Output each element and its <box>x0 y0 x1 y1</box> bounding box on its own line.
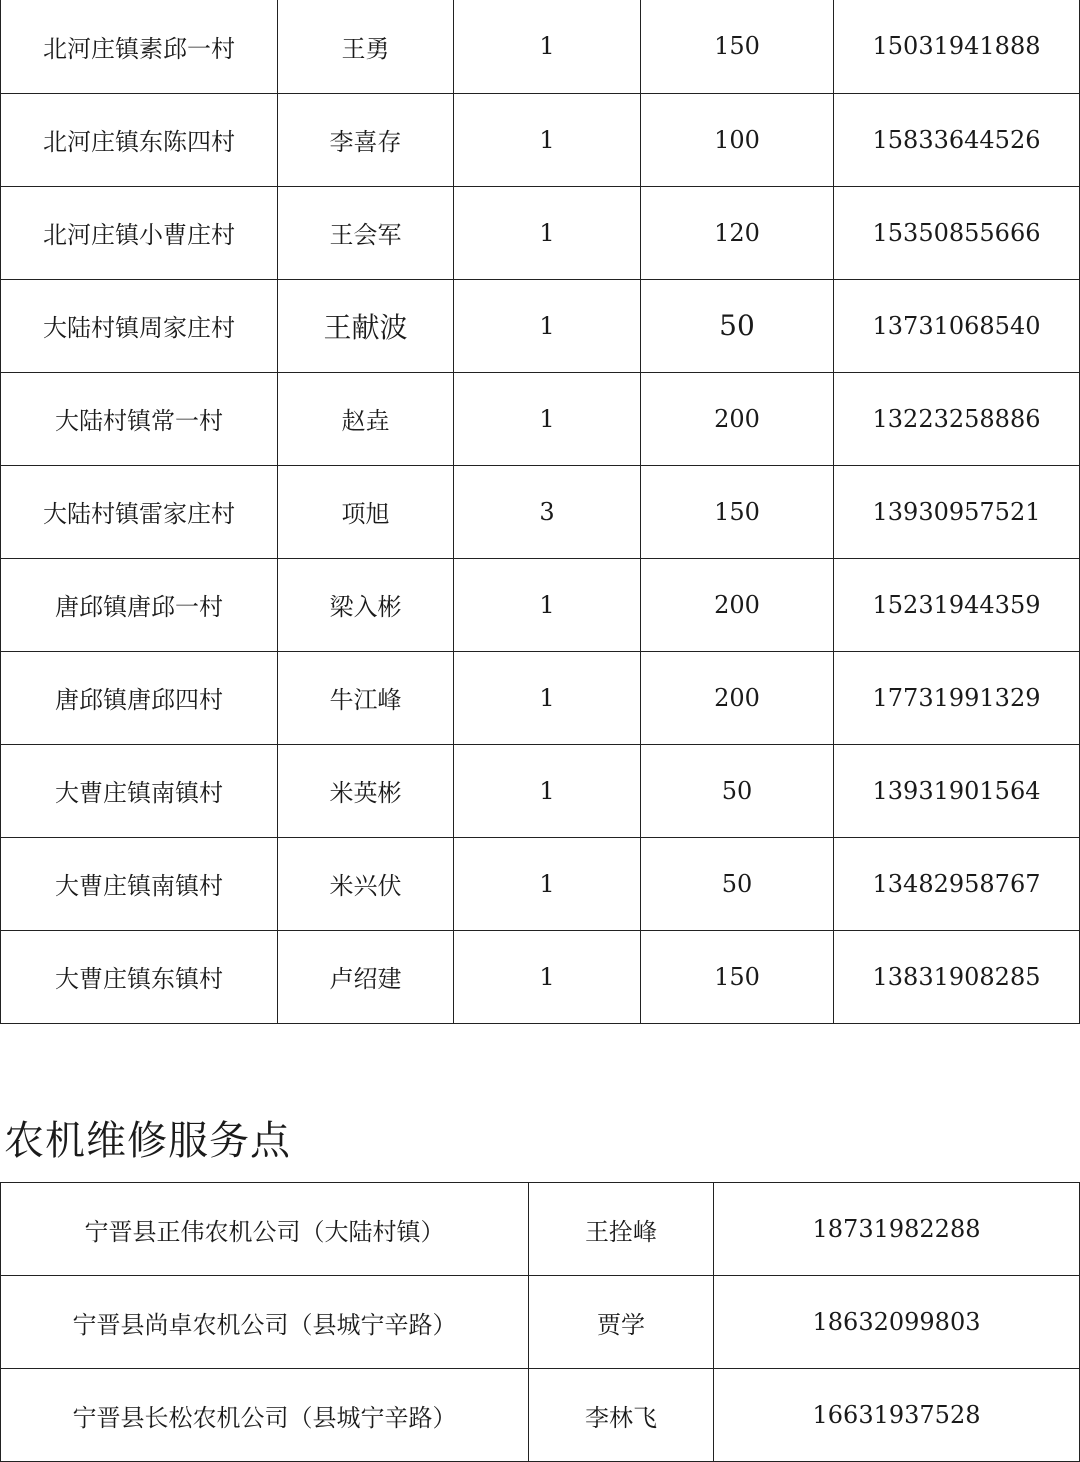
phone-cell: 18632099803 <box>714 1276 1080 1369</box>
count-cell: 1 <box>454 651 641 744</box>
count-cell: 3 <box>454 465 641 558</box>
phone-cell: 15031941888 <box>834 0 1080 93</box>
table-row <box>1 744 1080 837</box>
name-cell: 李喜存 <box>278 93 454 186</box>
name-cell: 卢绍建 <box>278 930 454 1023</box>
name-cell: 米英彬 <box>278 744 454 837</box>
name-cell: 王勇 <box>278 0 454 93</box>
table-row <box>1 186 1080 279</box>
table-row <box>1 1183 1080 1276</box>
contact-cell: 贾学 <box>529 1276 714 1369</box>
table-row <box>1 93 1080 186</box>
phone-cell: 15833644526 <box>834 93 1080 186</box>
phone-cell: 15231944359 <box>834 558 1080 651</box>
phone-cell: 15350855666 <box>834 186 1080 279</box>
table-row <box>1 1369 1080 1462</box>
location-cell: 唐邱镇唐邱四村 <box>1 651 278 744</box>
capacity-cell: 150 <box>641 0 834 93</box>
count-cell: 1 <box>454 558 641 651</box>
phone-cell: 16631937528 <box>714 1369 1080 1462</box>
phone-cell: 18731982288 <box>714 1183 1080 1276</box>
location-cell: 唐邱镇唐邱一村 <box>1 558 278 651</box>
location-cell: 北河庄镇素邱一村 <box>1 0 278 93</box>
capacity-cell: 50 <box>641 837 834 930</box>
location-cell: 大曹庄镇南镇村 <box>1 837 278 930</box>
count-cell: 1 <box>454 186 641 279</box>
company-cell: 宁晋县尚卓农机公司（县城宁辛路） <box>1 1276 529 1369</box>
location-cell: 大陆村镇常一村 <box>1 372 278 465</box>
name-cell: 赵垚 <box>278 372 454 465</box>
location-cell: 大曹庄镇东镇村 <box>1 930 278 1023</box>
capacity-cell: 100 <box>641 93 834 186</box>
count-cell: 1 <box>454 837 641 930</box>
count-cell: 1 <box>454 930 641 1023</box>
capacity-cell: 200 <box>641 372 834 465</box>
location-cell: 大陆村镇雷家庄村 <box>1 465 278 558</box>
count-cell: 1 <box>454 93 641 186</box>
count-cell: 1 <box>454 744 641 837</box>
contact-cell: 王拴峰 <box>529 1183 714 1276</box>
count-cell: 1 <box>454 279 641 372</box>
name-cell: 王会军 <box>278 186 454 279</box>
company-cell: 宁晋县正伟农机公司（大陆村镇） <box>1 1183 529 1276</box>
table-row <box>1 930 1080 1023</box>
contact-cell: 李林飞 <box>529 1369 714 1462</box>
name-cell: 牛江峰 <box>278 651 454 744</box>
phone-cell: 13930957521 <box>834 465 1080 558</box>
phone-cell: 13831908285 <box>834 930 1080 1023</box>
phone-cell: 13731068540 <box>834 279 1080 372</box>
count-cell: 1 <box>454 372 641 465</box>
capacity-cell: 50 <box>641 279 834 372</box>
table-row <box>1 837 1080 930</box>
capacity-cell: 200 <box>641 558 834 651</box>
table-row <box>1 279 1080 372</box>
location-cell: 大陆村镇周家庄村 <box>1 279 278 372</box>
location-cell: 大曹庄镇南镇村 <box>1 744 278 837</box>
name-cell: 米兴伏 <box>278 837 454 930</box>
name-cell: 项旭 <box>278 465 454 558</box>
location-cell: 北河庄镇东陈四村 <box>1 93 278 186</box>
table-row <box>1 372 1080 465</box>
table-row <box>1 558 1080 651</box>
phone-cell: 13931901564 <box>834 744 1080 837</box>
phone-cell: 13482958767 <box>834 837 1080 930</box>
repair-service-table <box>0 1182 1080 1462</box>
section-title: 农机维修服务点 <box>4 1118 291 1164</box>
capacity-cell: 150 <box>641 930 834 1023</box>
name-cell: 王献波 <box>278 279 454 372</box>
table-row <box>1 465 1080 558</box>
location-cell: 北河庄镇小曹庄村 <box>1 186 278 279</box>
table-row <box>1 0 1080 93</box>
capacity-cell: 200 <box>641 651 834 744</box>
capacity-cell: 50 <box>641 744 834 837</box>
count-cell: 1 <box>454 0 641 93</box>
phone-cell: 13223258886 <box>834 372 1080 465</box>
table-row <box>1 651 1080 744</box>
company-cell: 宁晋县长松农机公司（县城宁辛路） <box>1 1369 529 1462</box>
capacity-cell: 120 <box>641 186 834 279</box>
phone-cell: 17731991329 <box>834 651 1080 744</box>
table-row <box>1 1276 1080 1369</box>
name-cell: 梁入彬 <box>278 558 454 651</box>
capacity-cell: 150 <box>641 465 834 558</box>
